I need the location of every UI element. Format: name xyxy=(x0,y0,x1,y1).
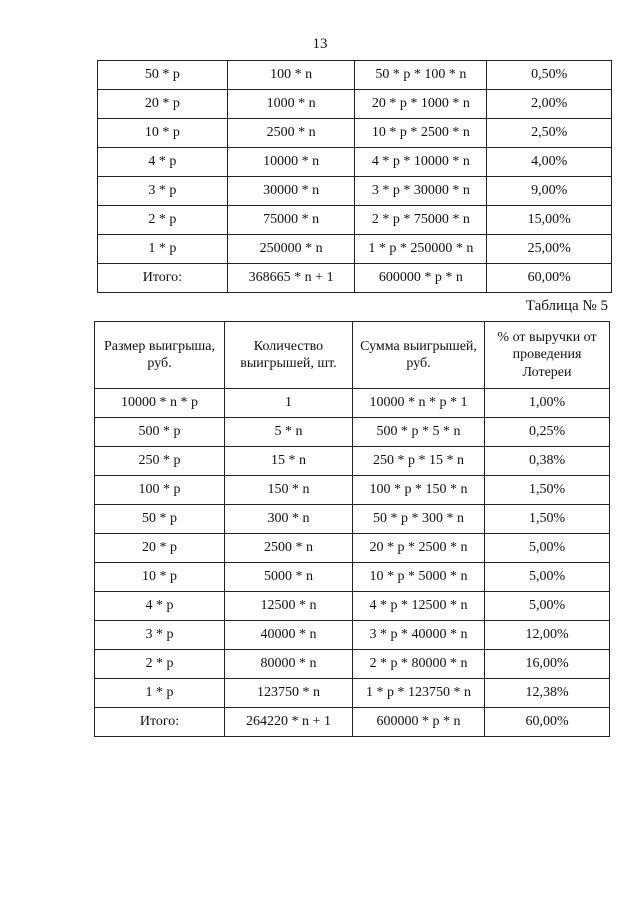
prize-size-cell: 50 * р xyxy=(95,505,225,534)
prize-count-cell: 15 * n xyxy=(225,447,353,476)
table-row xyxy=(98,61,612,90)
revenue-percent-cell: 5,00% xyxy=(485,592,610,621)
prize-sum-cell: 250 * р * 15 * n xyxy=(352,447,484,476)
table-row xyxy=(98,119,612,148)
header-prize-sum: Сумма выигрышей, руб. xyxy=(352,322,484,389)
table-row xyxy=(95,505,610,534)
prize-size-cell: 1 * р xyxy=(98,235,228,264)
prize-size-cell: 2 * р xyxy=(95,650,225,679)
header-revenue-percent: % от выручки от проведения Лотереи xyxy=(485,322,610,389)
header-prize-size: Размер выигрыша, руб. xyxy=(95,322,225,389)
revenue-percent-cell: 5,00% xyxy=(485,563,610,592)
prize-sum-cell: 3 * р * 30000 * n xyxy=(355,177,487,206)
prize-size-cell: 4 * р xyxy=(98,148,228,177)
page-number: 13 xyxy=(312,36,328,52)
revenue-percent-cell: 15,00% xyxy=(487,206,612,235)
header-prize-count: Количество выигрышей, шт. xyxy=(225,322,353,389)
table-row xyxy=(95,447,610,476)
prize-sum-cell: 10 * р * 2500 * n xyxy=(355,119,487,148)
prize-count-cell: 100 * n xyxy=(227,61,355,90)
table-row xyxy=(95,389,610,418)
prize-sum-cell: 20 * р * 2500 * n xyxy=(352,534,484,563)
revenue-percent-cell: 12,00% xyxy=(485,621,610,650)
prize-count-cell: 1 xyxy=(225,389,353,418)
prize-count-cell: 1000 * n xyxy=(227,90,355,119)
prize-count-cell: 40000 * n xyxy=(225,621,353,650)
prize-count-cell: 368665 * n + 1 xyxy=(227,264,355,293)
table-row xyxy=(95,563,610,592)
table-row xyxy=(95,650,610,679)
revenue-percent-cell: 2,50% xyxy=(487,119,612,148)
prize-size-cell: 50 * р xyxy=(98,61,228,90)
revenue-percent-cell: 9,00% xyxy=(487,177,612,206)
prize-size-cell: 3 * р xyxy=(95,621,225,650)
prize-count-cell: 264220 * n + 1 xyxy=(225,708,353,737)
prize-count-cell: 5 * n xyxy=(225,418,353,447)
prize-size-cell: 4 * р xyxy=(95,592,225,621)
prize-count-cell: 150 * n xyxy=(225,476,353,505)
prize-size-cell: 3 * р xyxy=(98,177,228,206)
revenue-percent-cell: 1,50% xyxy=(485,476,610,505)
prize-table-continued xyxy=(97,60,612,293)
table-caption: Таблица № 5 xyxy=(525,298,608,314)
prize-count-cell: 2500 * n xyxy=(227,119,355,148)
prize-sum-cell: 500 * р * 5 * n xyxy=(352,418,484,447)
prize-sum-cell: 4 * р * 12500 * n xyxy=(352,592,484,621)
prize-sum-cell: 20 * р * 1000 * n xyxy=(355,90,487,119)
prize-size-cell: 2 * р xyxy=(98,206,228,235)
revenue-percent-cell: 25,00% xyxy=(487,235,612,264)
revenue-percent-cell: 2,00% xyxy=(487,90,612,119)
prize-count-cell: 5000 * n xyxy=(225,563,353,592)
table-row xyxy=(95,679,610,708)
prize-size-cell: 500 * р xyxy=(95,418,225,447)
prize-count-cell: 75000 * n xyxy=(227,206,355,235)
table-row xyxy=(95,708,610,737)
table-header-row xyxy=(95,322,610,389)
prize-size-cell: 20 * р xyxy=(98,90,228,119)
prize-count-cell: 10000 * n xyxy=(227,148,355,177)
table-row xyxy=(95,534,610,563)
prize-sum-cell: 600000 * р * n xyxy=(352,708,484,737)
prize-table xyxy=(94,321,610,737)
prize-count-cell: 123750 * n xyxy=(225,679,353,708)
revenue-percent-cell: 12,38% xyxy=(485,679,610,708)
prize-size-cell: 250 * р xyxy=(95,447,225,476)
prize-sum-cell: 10 * р * 5000 * n xyxy=(352,563,484,592)
prize-count-cell: 80000 * n xyxy=(225,650,353,679)
prize-size-cell: Итого: xyxy=(95,708,225,737)
prize-sum-cell: 600000 * р * n xyxy=(355,264,487,293)
prize-size-cell: 10 * р xyxy=(95,563,225,592)
prize-table-continued-body xyxy=(98,61,612,293)
revenue-percent-cell: 16,00% xyxy=(485,650,610,679)
prize-count-cell: 12500 * n xyxy=(225,592,353,621)
prize-size-cell: Итого: xyxy=(98,264,228,293)
table-row xyxy=(98,235,612,264)
revenue-percent-cell: 0,25% xyxy=(485,418,610,447)
table-row xyxy=(95,476,610,505)
table-row xyxy=(98,148,612,177)
table-row xyxy=(98,264,612,293)
revenue-percent-cell: 4,00% xyxy=(487,148,612,177)
prize-count-cell: 30000 * n xyxy=(227,177,355,206)
table-row xyxy=(95,418,610,447)
prize-sum-cell: 10000 * n * р * 1 xyxy=(352,389,484,418)
prize-size-cell: 20 * р xyxy=(95,534,225,563)
prize-count-cell: 2500 * n xyxy=(225,534,353,563)
revenue-percent-cell: 60,00% xyxy=(485,708,610,737)
revenue-percent-cell: 5,00% xyxy=(485,534,610,563)
revenue-percent-cell: 1,50% xyxy=(485,505,610,534)
prize-sum-cell: 50 * р * 100 * n xyxy=(355,61,487,90)
prize-sum-cell: 1 * р * 123750 * n xyxy=(352,679,484,708)
prize-sum-cell: 3 * р * 40000 * n xyxy=(352,621,484,650)
table-row xyxy=(98,90,612,119)
prize-size-cell: 1 * р xyxy=(95,679,225,708)
prize-table-body xyxy=(95,389,610,737)
prize-count-cell: 250000 * n xyxy=(227,235,355,264)
prize-sum-cell: 2 * р * 80000 * n xyxy=(352,650,484,679)
revenue-percent-cell: 60,00% xyxy=(487,264,612,293)
prize-size-cell: 10 * р xyxy=(98,119,228,148)
revenue-percent-cell: 0,38% xyxy=(485,447,610,476)
prize-sum-cell: 4 * р * 10000 * n xyxy=(355,148,487,177)
prize-size-cell: 100 * р xyxy=(95,476,225,505)
prize-sum-cell: 100 * р * 150 * n xyxy=(352,476,484,505)
table-row xyxy=(98,206,612,235)
table-row xyxy=(95,592,610,621)
prize-size-cell: 10000 * n * р xyxy=(95,389,225,418)
prize-sum-cell: 2 * р * 75000 * n xyxy=(355,206,487,235)
table-row xyxy=(98,177,612,206)
table-row xyxy=(95,621,610,650)
prize-count-cell: 300 * n xyxy=(225,505,353,534)
prize-sum-cell: 1 * р * 250000 * n xyxy=(355,235,487,264)
prize-sum-cell: 50 * р * 300 * n xyxy=(352,505,484,534)
revenue-percent-cell: 0,50% xyxy=(487,61,612,90)
revenue-percent-cell: 1,00% xyxy=(485,389,610,418)
